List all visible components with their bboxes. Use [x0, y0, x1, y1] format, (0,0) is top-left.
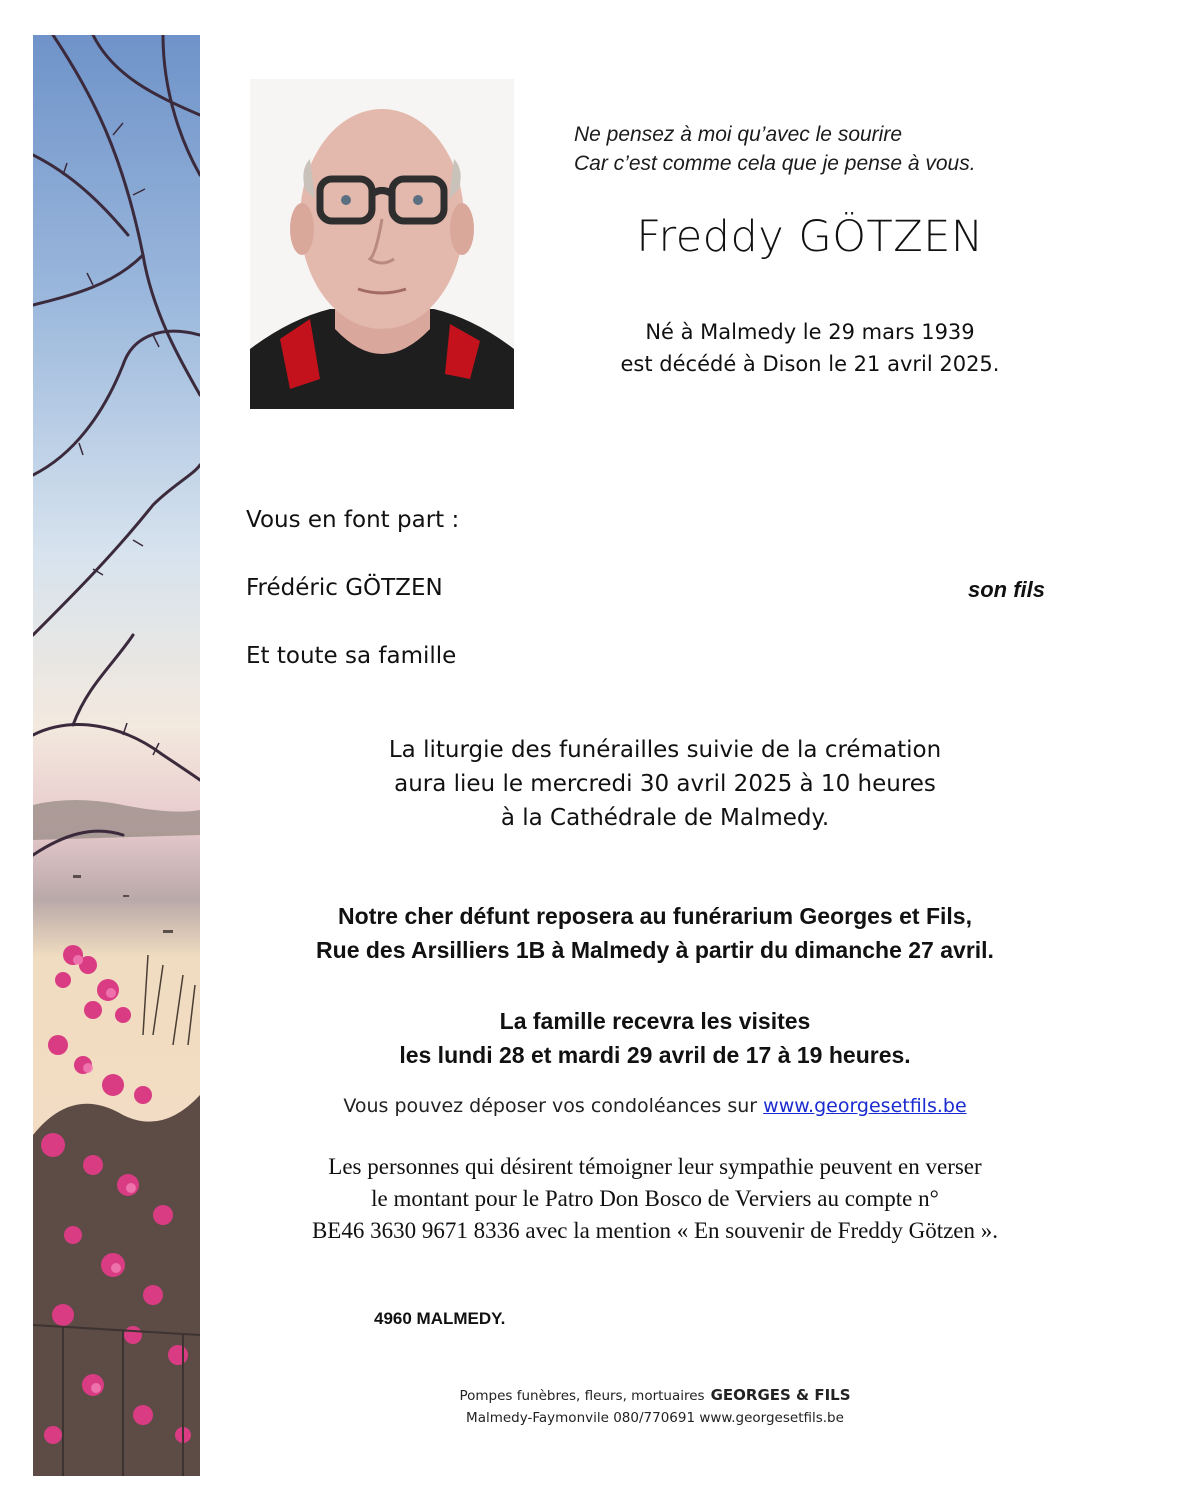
donation-line: Les personnes qui désirent témoigner leur sympathie peuvent en verser [328, 1154, 982, 1179]
condolences-text: Vous pouvez déposer vos condoléances sur [343, 1095, 764, 1117]
visits-info [230, 1004, 1080, 1072]
quote-line: Car c’est comme cela que je pense à vous. [574, 152, 976, 175]
visits-line: La famille recevra les visites [499, 1008, 811, 1034]
funerarium-line: Rue des Arsilliers 1B à Malmedy à partir du dimanche 27 avril. [316, 937, 994, 963]
relative-relation: son fils [967, 577, 1045, 602]
donation-line: BE46 3630 9671 8336 avec la mention « En souvenir de Freddy Götzen ». [311, 1218, 999, 1243]
portrait-illustration [250, 79, 514, 409]
landscape-illustration [33, 35, 200, 1476]
birth-death-dates [560, 316, 1060, 380]
footer-services: Pompes funèbres, fleurs, mortuaires [459, 1388, 705, 1404]
footer-contact: Malmedy-Faymonvile 080/770691 www.georgesetfils.be [466, 1410, 844, 1426]
footer-brand: GEORGES & FILS [710, 1386, 851, 1404]
visits-line: les lundi 28 et mardi 29 avril de 17 à 19 heures. [399, 1042, 911, 1068]
liturgy-details [300, 733, 1030, 835]
quote-line: Ne pensez à moi qu’avec le sourire [574, 123, 903, 146]
family-line: Et toute sa famille [246, 643, 457, 669]
epitaph-quote [574, 120, 1134, 178]
announcement-intro: Vous en font part : [246, 507, 460, 533]
funeral-home-footer [350, 1384, 960, 1429]
city-line: 4960 MALMEDY. [374, 1309, 506, 1328]
portrait-photo [250, 79, 514, 409]
funerarium-info [230, 899, 1080, 967]
decorative-landscape-strip [33, 35, 200, 1476]
funerarium-line: Notre cher défunt reposera au funérarium Georges et Fils, [338, 903, 972, 929]
condolences-link[interactable]: www.georgesetfils.be [763, 1095, 967, 1117]
liturgy-line: La liturgie des funérailles suivie de la crémation [388, 737, 942, 763]
birth-line: Né à Malmedy le 29 mars 1939 [645, 320, 975, 344]
liturgy-line: aura lieu le mercredi 30 avril 2025 à 10 heures [394, 771, 936, 797]
deceased-name: Freddy GÖTZEN [636, 212, 984, 262]
death-line: est décédé à Dison le 21 avril 2025. [620, 352, 1000, 376]
condolences-line [230, 1095, 1080, 1117]
donation-info [230, 1151, 1080, 1247]
donation-line: le montant pour le Patro Don Bosco de Verviers au compte n° [371, 1186, 939, 1211]
relative-name: Frédéric GÖTZEN [246, 575, 443, 601]
liturgy-line: à la Cathédrale de Malmedy. [500, 805, 830, 831]
